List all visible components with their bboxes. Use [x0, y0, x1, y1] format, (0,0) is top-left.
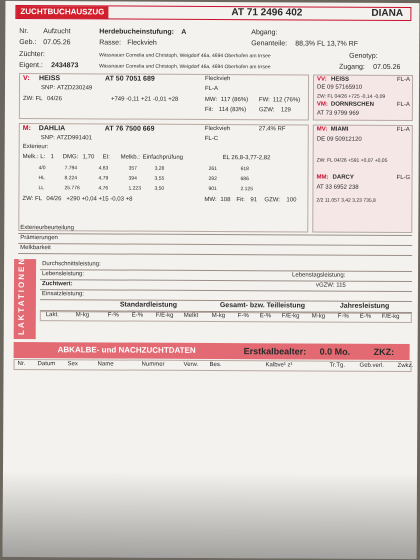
mother-row-1-e: 292: [208, 175, 217, 183]
mother-gzw-value: 100: [286, 197, 297, 204]
mv-name: MIAMI: [330, 126, 349, 133]
col-fekg-3: F/E-kg: [381, 313, 400, 320]
divider: [40, 289, 412, 292]
mm-tag: MM:: [316, 174, 329, 181]
mother-row-1-b: 4,79: [98, 175, 109, 182]
vv-code: FL-A: [397, 76, 411, 84]
col-epct-2: E-%: [259, 313, 272, 320]
section-melkbarkeit: Melkbarkeit: [20, 245, 51, 252]
mother-zw-label: ZW: FL: [22, 196, 42, 203]
eigent-id: 2434873: [51, 62, 79, 70]
vm-number: AT 73 9799 969: [316, 110, 360, 117]
geb-label: Geb.:: [19, 38, 37, 47]
col-epct: E-%: [131, 312, 144, 319]
mother-row-2-e: 901: [208, 185, 217, 193]
zuchtwert-label: Zuchtwert:: [41, 281, 73, 288]
mm-values: 2/2 11.057 3,42 3,23 735,8: [316, 197, 376, 204]
col-fekg: F/E-kg: [155, 312, 174, 319]
mother-row-0-a: 7.794: [64, 165, 78, 172]
erstkalbe-label: Erstkalbealter:: [243, 346, 307, 357]
col-epct-3: E-%: [359, 313, 372, 320]
mother-row-2-b: 4,76: [98, 185, 109, 192]
vgzw-value: vGZW: 115: [315, 282, 346, 289]
mm-name: DARCY: [332, 174, 354, 181]
father-zw-label: ZW: FL: [22, 96, 43, 103]
mother-name: DAHLIA: [38, 125, 66, 133]
mother-melkb-label: Melkb.:: [120, 154, 140, 161]
father-mw-value: 117 (86%): [220, 97, 249, 104]
mv-number: DE 09 50912120: [316, 136, 362, 143]
mother-breed: Fleckvieh: [204, 125, 231, 133]
group-standard: Standardleistung: [119, 301, 178, 309]
mother-tag: M:: [22, 125, 31, 133]
vm-name: DORNRSCHEN: [330, 101, 374, 108]
father-gzw-label: GZW:: [258, 107, 275, 114]
mother-row-2-c: 1.223: [128, 185, 142, 192]
father-zw-values: +749 -0,11 +21 -0,01 +28: [110, 96, 179, 103]
geb-value: 07.05.26: [43, 39, 71, 47]
divider: [18, 243, 412, 246]
mother-row-0-label: 4/0: [38, 165, 46, 172]
divider: [18, 253, 412, 256]
lebenstags-label: Lebenstagsleistung:: [292, 272, 346, 279]
divider: [40, 279, 412, 282]
vm-code: FL-A: [396, 101, 410, 109]
mother-zw-date: 04/26: [46, 196, 62, 203]
mv-zw-line: ZW: FL 04/26 +591 +0,07 +0,05: [316, 157, 388, 164]
mother-row-2-a: 25.776: [64, 185, 80, 192]
lebensleistung-label: Lebensleistung:: [42, 271, 85, 278]
col-fpct: F-%: [107, 312, 119, 319]
col-melkt: Melkt: [183, 312, 199, 319]
zugang-label: Zugang:: [339, 63, 365, 71]
mother-number: AT 76 7500 669: [104, 125, 155, 133]
mother-row-1-c: 394: [128, 175, 137, 182]
mother-ei-label: EI:: [102, 154, 110, 161]
mother-snp-label: SNP:: [40, 135, 55, 142]
father-number: AT 50 7051 689: [105, 75, 155, 83]
mother-row-2-f: 2.125: [240, 186, 254, 193]
genotyp-label: Genotyp:: [349, 52, 378, 60]
col-mkg-3: M-kg: [311, 313, 326, 320]
abk-col-zwkz: Zwkz.: [397, 362, 414, 370]
mother-row-0-b: 4,63: [98, 165, 109, 172]
abk-col-gebverl: Geb.verl.: [359, 362, 384, 369]
mother-melk-l: 1: [50, 154, 55, 161]
header-bar: [15, 5, 411, 21]
mother-fit-value: 91: [250, 197, 258, 204]
mm-number: AT 33 6952 238: [316, 184, 359, 191]
father-tag: V:: [23, 75, 30, 83]
mother-dmg-value: 1,70: [82, 154, 95, 161]
nr-label: Nr.: [19, 27, 29, 36]
mother-fit-label: Fit:: [236, 197, 245, 204]
abk-col-verw: Verw.: [183, 361, 199, 368]
abk-col-sex: Sex: [67, 361, 78, 368]
col-fekg-2: F/E-kg: [281, 313, 300, 320]
divider: [40, 269, 412, 272]
erstkalbe-value: 0.0 Mo.: [319, 346, 351, 357]
animal-number: AT 71 2496 402: [231, 7, 303, 19]
father-mw-label: MW:: [204, 96, 218, 104]
durchschnitt-label: Durchschnittsleistung:: [42, 261, 101, 268]
genanteile-value: 88,3% FL 13,7% RF: [295, 40, 359, 48]
mother-row-0-c: 357: [128, 165, 137, 172]
col-fpct-3: F-%: [337, 313, 349, 320]
mother-ratio: 27,4% RF: [258, 126, 286, 133]
father-fw-label: FW:: [258, 97, 270, 104]
mv-tag: MV:: [316, 126, 328, 133]
mother-row-0-e: 261: [208, 165, 217, 173]
genanteile-label: Genanteile:: [251, 40, 288, 48]
bottom-shadow: [3, 471, 417, 559]
herdbuch-label: Herdebucheinstufung:: [99, 28, 174, 36]
father-breed: Fleckvieh: [205, 75, 231, 83]
mother-exterieur-label: Exterieur:: [22, 144, 49, 151]
pedigree-document: [3, 1, 420, 559]
abk-col-name: Name: [97, 361, 114, 368]
vm-tag: VM:: [316, 101, 328, 108]
abk-col-datum: Datum: [37, 361, 56, 368]
vv-tag: VV:: [317, 76, 327, 83]
mother-row-1-label: HL: [38, 175, 45, 182]
eigent-label: Eigent.:: [19, 61, 43, 70]
father-snp-label: SNP:: [40, 85, 56, 92]
father-gzw-value: 129: [280, 107, 291, 114]
abk-col-nummer: Nummer: [141, 361, 165, 368]
animal-name: DIANA: [371, 7, 404, 20]
divider: [18, 233, 412, 236]
eigent-value: Wassnauer Cornelia und Christoph, Weigdorf 46a, 4694 Oberhofen am Irrsee: [99, 63, 271, 71]
abk-col-kalbve: Kalbve¹ z¹: [265, 362, 293, 369]
zuechter-label: Züchter:: [19, 50, 45, 59]
mother-gzw-label: GZW:: [264, 197, 280, 204]
mother-row-2-d: 3,50: [154, 185, 165, 192]
mother-row-1-a: 8.224: [64, 175, 78, 182]
document-title: ZUCHTBUCHAUSZUG: [16, 6, 108, 18]
group-jahres: Jahresleistung: [339, 302, 390, 310]
laktation-header-row: [40, 311, 412, 323]
zuechter-value: Wassnauer Cornelia und Christoph, Weigdorf 46a, 4694 Oberhofen am Irrsee: [99, 52, 271, 60]
father-fit-value: 114 (83%): [218, 107, 247, 114]
mother-row-1-d: 3,55: [154, 175, 165, 182]
laktationen-label: LAKTATIONEN: [16, 256, 27, 336]
col-lakt: Lakt.: [45, 312, 59, 319]
abgang-label: Abgang:: [251, 29, 278, 37]
col-mkg: M-kg: [75, 312, 90, 319]
mv-code: FL-A: [396, 126, 410, 134]
vv-name: HEISS: [331, 76, 350, 83]
abk-col-nr: Nr.: [17, 360, 26, 368]
nr-value: Aufzucht: [43, 28, 71, 36]
zkz-label: ZKZ:: [373, 346, 395, 357]
section-praemierungen: Prämierungen: [20, 235, 58, 242]
abkalbe-title: ABKALBE- und NACHZUCHTDATEN: [57, 345, 196, 355]
rasse-value: Fleckvieh: [127, 39, 157, 47]
mother-dmg-label: DMG:: [62, 154, 79, 161]
mother-el-label: EL 26,8-3,77-2,82: [222, 155, 271, 162]
mother-mw-label: MW:: [204, 196, 217, 204]
abkalbe-bar: [14, 342, 410, 360]
section-exterieur: Exterieurbeurteilung: [20, 225, 74, 232]
einsatz-label: Einsatzleistung:: [41, 291, 84, 298]
group-gesamt: Gesamt- bzw. Teilleistung: [219, 302, 306, 310]
vv-number: DE 09 57165910: [316, 84, 363, 91]
mm-code: FL-G: [396, 174, 411, 182]
mother-row-1-f: 686: [240, 176, 249, 183]
father-snp-value: ATZD230249: [56, 85, 93, 92]
father-fw-value: 112 (76%): [272, 97, 301, 104]
mother-row-0-f: 618: [240, 166, 249, 173]
mother-snp-value: ATZD991401: [56, 135, 93, 142]
mother-einfach-label: Einfachprüfung: [142, 154, 184, 161]
mother-breed-code: FL-C: [204, 135, 219, 143]
mother-row-2-label: LL: [38, 185, 45, 192]
abk-col-trtg: Tr.Tg.: [329, 362, 346, 369]
father-name: HEISS: [39, 75, 61, 83]
mother-row-0-d: 3,28: [154, 165, 165, 172]
mother-mw-value: 108: [220, 197, 231, 204]
laktationen-sidebar: [14, 256, 36, 339]
col-fpct-2: F-%: [237, 313, 249, 320]
rasse-label: Rasse:: [99, 39, 122, 47]
vv-zw-line: ZW: FL 04/26 +725 -0,14 -0,09: [316, 93, 386, 100]
zugang-value: 07.05.26: [373, 63, 401, 71]
father-fit-label: Fit:: [204, 106, 214, 114]
father-zw-date: 04/26: [46, 96, 62, 103]
mother-melk-label: Melk.: L:: [22, 154, 46, 161]
father-breed-code: FL-A: [204, 85, 219, 93]
herdbuch-value: A: [181, 28, 187, 36]
mother-zw-values: +290 +0,04 +15 -0,03 +8: [66, 196, 133, 203]
abk-col-bes: Bes.: [209, 361, 222, 369]
col-mkg-2: M-kg: [211, 313, 226, 320]
